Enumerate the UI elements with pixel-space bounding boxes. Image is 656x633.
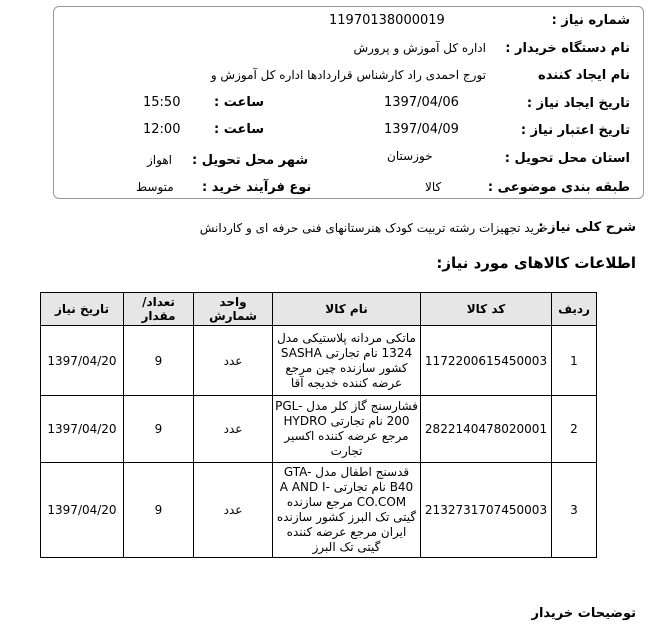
province-value: خوزستان bbox=[387, 149, 433, 163]
creator-label: نام ایجاد کننده bbox=[538, 68, 630, 83]
cell-qty: 9 bbox=[124, 326, 194, 396]
cell-row-number: 2 bbox=[552, 396, 597, 463]
cell-date: 1397/04/20 bbox=[41, 396, 124, 463]
city-value: اهواز bbox=[147, 153, 172, 167]
created-time-label: ساعت : bbox=[214, 95, 265, 110]
buyer-org-label: نام دستگاه خریدار : bbox=[505, 41, 630, 56]
cell-qty: 9 bbox=[124, 463, 194, 558]
valid-time-value: 12:00 bbox=[143, 122, 181, 137]
cell-name: قدسنج اطفال مدل GTA-B40 نام تجارتی A AND I-CO.COM مرجع سازنده گیتی تک البرز کشور سازنده ایران مرجع عرضه کننده گیتی تک البرز bbox=[273, 463, 421, 558]
valid-date-value: 1397/04/09 bbox=[384, 122, 459, 137]
buyer-org-value: اداره کل آموزش و پرورش bbox=[353, 41, 486, 55]
cell-date: 1397/04/20 bbox=[41, 463, 124, 558]
cell-code: 1172200615450003 bbox=[421, 326, 552, 396]
need-number-value: 11970138000019 bbox=[329, 13, 445, 28]
process-label: نوع فرآیند خرید : bbox=[202, 180, 312, 195]
description-value: خرید تجهیزات رشته تربیت کودک هنرستانهای فنی حرفه ای و کاردانش bbox=[199, 221, 548, 235]
created-date-value: 1397/04/06 bbox=[384, 95, 459, 110]
table-row bbox=[41, 326, 597, 396]
col-header-name: نام کالا bbox=[273, 293, 421, 326]
section-title: اطلاعات کالاهای مورد نیاز: bbox=[436, 254, 636, 272]
description-label: شرح کلی نیاز : bbox=[538, 220, 636, 235]
valid-time-label: ساعت : bbox=[214, 122, 265, 137]
cell-code: 2132731707450003 bbox=[421, 463, 552, 558]
cell-qty: 9 bbox=[124, 396, 194, 463]
cell-code: 2822140478020001 bbox=[421, 396, 552, 463]
province-label: استان محل تحویل : bbox=[504, 151, 630, 166]
table-row bbox=[41, 463, 597, 558]
cell-row-number: 1 bbox=[552, 326, 597, 396]
cell-unit: عدد bbox=[194, 396, 273, 463]
cell-unit: عدد bbox=[194, 463, 273, 558]
created-date-label: تاریخ ایجاد نیاز : bbox=[526, 96, 630, 111]
cell-unit: عدد bbox=[194, 326, 273, 396]
col-header-qty: تعداد/ مقدار bbox=[124, 293, 194, 326]
col-header-row-number: ردیف bbox=[552, 293, 597, 326]
cell-name: ماتکی مردانه پلاستیکی مدل 1324 نام تجارتی SASHA کشور سازنده چین مرجع عرضه کننده خدیجه آقا bbox=[273, 326, 421, 396]
created-time-value: 15:50 bbox=[143, 95, 181, 110]
table-row bbox=[41, 396, 597, 463]
cell-row-number: 3 bbox=[552, 463, 597, 558]
city-label: شهر محل تحویل : bbox=[192, 153, 309, 168]
category-value: کالا bbox=[425, 180, 442, 194]
buyer-notes-label: توضیحات خریدار bbox=[531, 606, 636, 621]
process-value: متوسط bbox=[136, 180, 174, 194]
table-header-row bbox=[41, 293, 597, 326]
creator-value: تورج احمدی راد کارشناس قراردادها اداره کل آموزش و bbox=[210, 68, 486, 82]
cell-name: فشارسنج گاز کلر مدل PGL-200 نام تجارتی HYDRO مرجع عرضه کننده اکسیر تجارت bbox=[273, 396, 421, 463]
cell-date: 1397/04/20 bbox=[41, 326, 124, 396]
items-table bbox=[40, 292, 597, 558]
need-number-label: شماره نیاز : bbox=[551, 13, 630, 28]
valid-date-label: تاریخ اعتبار نیاز : bbox=[520, 123, 630, 138]
col-header-date: تاریخ نیاز bbox=[41, 293, 124, 326]
col-header-code: کد کالا bbox=[421, 293, 552, 326]
category-label: طبقه بندی موضوعی : bbox=[487, 180, 630, 195]
col-header-unit: واحد شمارش bbox=[194, 293, 273, 326]
